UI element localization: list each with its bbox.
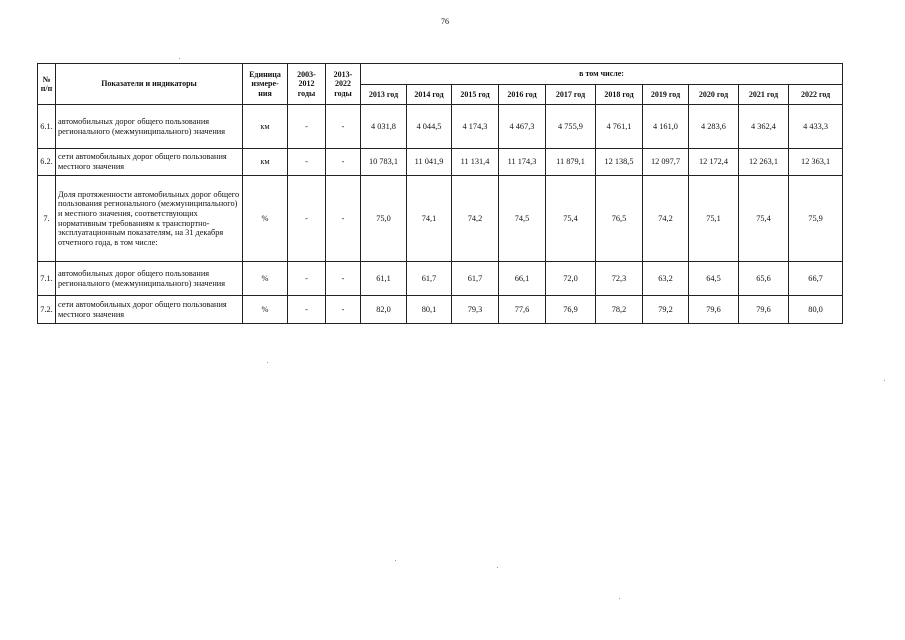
row-value: 12 097,7 bbox=[643, 149, 689, 176]
header-2003-2012: 2003-2012 годы bbox=[288, 64, 326, 105]
row-2003-2012: - bbox=[288, 262, 326, 296]
row-indicator: сети автомобильных дорог общего пользования местного значения bbox=[56, 296, 243, 324]
row-value: 66,1 bbox=[499, 262, 546, 296]
table-row bbox=[38, 176, 843, 262]
row-value: 66,7 bbox=[789, 262, 843, 296]
row-value: 72,3 bbox=[596, 262, 643, 296]
row-value: 12 138,5 bbox=[596, 149, 643, 176]
row-2013-2022: - bbox=[326, 296, 361, 324]
row-value: 64,5 bbox=[689, 262, 739, 296]
header-year: 2019 год bbox=[643, 85, 689, 105]
header-num: № п/п bbox=[38, 64, 56, 105]
row-indicator: Доля протяженности автомобильных дорог общего пользования регионального (межмуниципального) и местного значения, соответствующих нормативным требованиям к транспортно-эксплуатационным показателям, на 31 декабря отчетного года, в том числе: bbox=[56, 176, 243, 262]
row-index: 7.2. bbox=[38, 296, 56, 324]
table-row bbox=[38, 105, 843, 149]
row-value: 12 263,1 bbox=[739, 149, 789, 176]
row-2003-2012: - bbox=[288, 149, 326, 176]
indicators-table bbox=[37, 63, 843, 324]
header-year: 2017 год bbox=[546, 85, 596, 105]
row-index: 7.1. bbox=[38, 262, 56, 296]
row-value: 11 879,1 bbox=[546, 149, 596, 176]
row-value: 75,4 bbox=[739, 176, 789, 262]
header-2013-2022: 2013-2022 годы bbox=[326, 64, 361, 105]
row-value: 4 433,3 bbox=[789, 105, 843, 149]
row-index: 7. bbox=[38, 176, 56, 262]
header-year: 2015 год bbox=[452, 85, 499, 105]
row-2013-2022: - bbox=[326, 262, 361, 296]
row-2013-2022: - bbox=[326, 149, 361, 176]
row-value: 61,7 bbox=[407, 262, 452, 296]
header-year: 2022 год bbox=[789, 85, 843, 105]
page-number: 76 bbox=[441, 17, 449, 26]
row-index: 6.2. bbox=[38, 149, 56, 176]
row-value: 11 174,3 bbox=[499, 149, 546, 176]
row-value: 4 031,8 bbox=[361, 105, 407, 149]
header-year: 2014 год bbox=[407, 85, 452, 105]
row-2003-2012: - bbox=[288, 296, 326, 324]
row-2013-2022: - bbox=[326, 176, 361, 262]
row-value: 4 174,3 bbox=[452, 105, 499, 149]
row-value: 61,7 bbox=[452, 262, 499, 296]
row-index: 6.1. bbox=[38, 105, 56, 149]
row-unit: км bbox=[243, 105, 288, 149]
row-value: 74,2 bbox=[452, 176, 499, 262]
row-value: 76,5 bbox=[596, 176, 643, 262]
header-unit: Единица измере-ния bbox=[243, 64, 288, 105]
row-value: 11 041,9 bbox=[407, 149, 452, 176]
header-year: 2021 год bbox=[739, 85, 789, 105]
row-2003-2012: - bbox=[288, 105, 326, 149]
table-row bbox=[38, 262, 843, 296]
header-indicator: Показатели и индикаторы bbox=[56, 64, 243, 105]
header-year: 2016 год bbox=[499, 85, 546, 105]
row-value: 4 761,1 bbox=[596, 105, 643, 149]
row-value: 75,9 bbox=[789, 176, 843, 262]
row-value: 10 783,1 bbox=[361, 149, 407, 176]
row-value: 78,2 bbox=[596, 296, 643, 324]
row-2013-2022: - bbox=[326, 105, 361, 149]
header-year: 2018 год bbox=[596, 85, 643, 105]
row-value: 61,1 bbox=[361, 262, 407, 296]
row-unit: % bbox=[243, 176, 288, 262]
row-indicator: автомобильных дорог общего пользования регионального (межмуниципального) значения bbox=[56, 105, 243, 149]
header-group: в том числе: bbox=[361, 64, 843, 85]
row-value: 74,2 bbox=[643, 176, 689, 262]
row-value: 11 131,4 bbox=[452, 149, 499, 176]
row-value: 12 363,1 bbox=[789, 149, 843, 176]
row-value: 4 467,3 bbox=[499, 105, 546, 149]
row-value: 4 161,0 bbox=[643, 105, 689, 149]
row-value: 12 172,4 bbox=[689, 149, 739, 176]
row-value: 4 755,9 bbox=[546, 105, 596, 149]
row-value: 74,1 bbox=[407, 176, 452, 262]
row-value: 65,6 bbox=[739, 262, 789, 296]
table-row bbox=[38, 149, 843, 176]
row-indicator: автомобильных дорог общего пользования регионального (межмуниципального) значения bbox=[56, 262, 243, 296]
row-value: 4 362,4 bbox=[739, 105, 789, 149]
row-unit: % bbox=[243, 296, 288, 324]
row-value: 75,4 bbox=[546, 176, 596, 262]
row-value: 76,9 bbox=[546, 296, 596, 324]
row-value: 75,0 bbox=[361, 176, 407, 262]
table-row bbox=[38, 296, 843, 324]
row-value: 77,6 bbox=[499, 296, 546, 324]
row-indicator: сети автомобильных дорог общего пользования местного значения bbox=[56, 149, 243, 176]
row-value: 74,5 bbox=[499, 176, 546, 262]
row-value: 79,6 bbox=[689, 296, 739, 324]
header-year: 2013 год bbox=[361, 85, 407, 105]
row-2003-2012: - bbox=[288, 176, 326, 262]
row-unit: км bbox=[243, 149, 288, 176]
row-value: 80,0 bbox=[789, 296, 843, 324]
row-value: 4 283,6 bbox=[689, 105, 739, 149]
row-value: 75,1 bbox=[689, 176, 739, 262]
row-value: 79,2 bbox=[643, 296, 689, 324]
row-value: 79,3 bbox=[452, 296, 499, 324]
row-value: 72,0 bbox=[546, 262, 596, 296]
row-value: 80,1 bbox=[407, 296, 452, 324]
row-value: 63,2 bbox=[643, 262, 689, 296]
row-value: 4 044,5 bbox=[407, 105, 452, 149]
row-value: 79,6 bbox=[739, 296, 789, 324]
row-value: 82,0 bbox=[361, 296, 407, 324]
row-unit: % bbox=[243, 262, 288, 296]
header-year: 2020 год bbox=[689, 85, 739, 105]
